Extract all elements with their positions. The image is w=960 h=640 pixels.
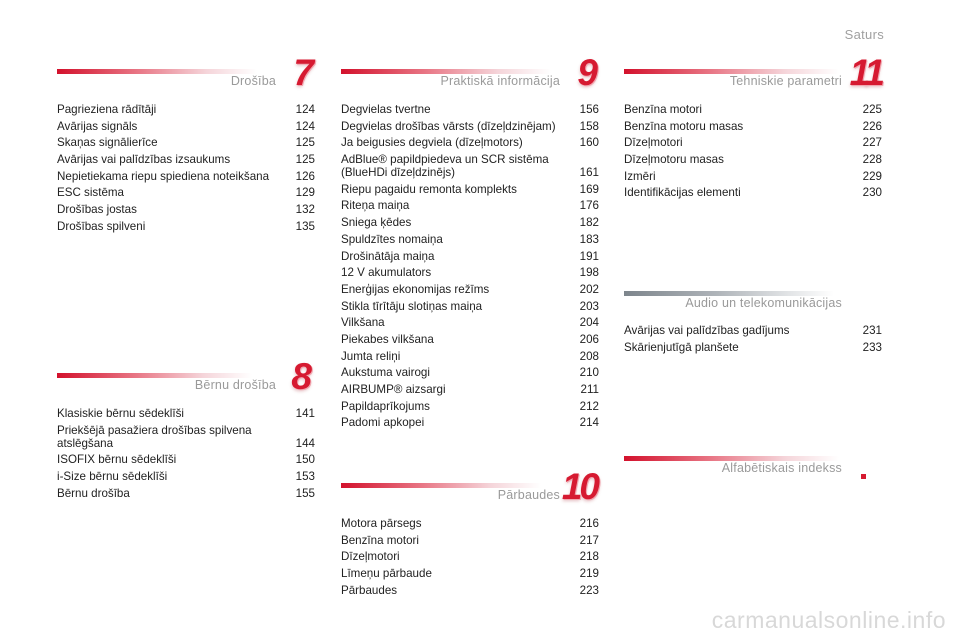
section-title[interactable]: Audio un telekomunikācijas (685, 296, 842, 310)
toc-list (341, 517, 599, 597)
toc-entry-label: Sniega ķēdes (341, 216, 412, 230)
toc-entry[interactable] (624, 153, 882, 166)
toc-entry-page: 226 (862, 119, 882, 133)
toc-entry-page: 228 (862, 153, 882, 167)
section-number: 7 (293, 52, 311, 93)
toc-list (624, 103, 882, 199)
toc-entry-page: 126 (295, 169, 315, 183)
toc-entry-label: Benzīna motori (624, 103, 702, 116)
toc-entry-label: Nepietiekama riepu spiediena noteikšana (57, 169, 270, 183)
toc-entry-label: Benzīna motoru masas (624, 119, 744, 133)
section-bernu-drosiba (57, 356, 315, 503)
toc-entry-label: Spuldzītes nomaiņa (341, 232, 443, 246)
toc-entry[interactable] (341, 233, 599, 246)
toc-entry-page: 182 (579, 216, 599, 230)
toc-entry[interactable] (624, 186, 882, 199)
toc-entry-page: 141 (295, 407, 315, 420)
toc-entry-label: Priekšējā pasažiera drošības spilvena atslēgšana (57, 423, 252, 450)
toc-entry-page: 135 (295, 219, 315, 233)
section-header (341, 466, 599, 510)
toc-entry-page: 218 (579, 550, 599, 564)
section-header (57, 52, 315, 96)
toc-entry-label: Drošības spilveni (57, 219, 146, 233)
section-title[interactable]: Praktiskā informācija (440, 74, 560, 88)
toc-entry-page: 125 (295, 153, 315, 167)
toc-entry-label: Skārienjutīgā planšete (624, 340, 739, 354)
toc-entry-page: 216 (579, 517, 599, 530)
toc-entry[interactable] (341, 366, 599, 379)
toc-entry[interactable] (341, 567, 599, 580)
toc-entry-label: Dīzeļmotori (341, 550, 400, 564)
toc-entry-page: 206 (579, 332, 599, 346)
toc-entry-page: 219 (579, 567, 599, 581)
toc-entry-label: Avārijas signāls (57, 119, 138, 133)
toc-entry[interactable] (341, 266, 599, 279)
toc-entry-label: Bērnu drošība (57, 486, 130, 500)
toc-entry[interactable] (341, 283, 599, 296)
toc-entry-page: 124 (295, 103, 315, 116)
toc-entry[interactable] (624, 136, 882, 149)
toc-entry-label: 12 V akumulators (341, 266, 432, 280)
toc-entry-page: 161 (579, 166, 599, 180)
toc-entry-label: i-Size bērnu sēdeklīši (57, 470, 168, 484)
toc-entry[interactable] (341, 120, 599, 133)
toc-entry-page: 158 (579, 119, 599, 133)
toc-entry-label: Vilkšana (341, 316, 385, 330)
toc-entry[interactable] (341, 199, 599, 212)
section-title[interactable]: Pārbaudes (497, 488, 560, 502)
toc-entry[interactable] (57, 487, 315, 500)
toc-entry-page: 223 (579, 583, 599, 597)
toc-entry-label: Skaņas signālierīce (57, 136, 158, 150)
toc-entry[interactable] (341, 300, 599, 313)
toc-entry-label: Klasiskie bērnu sēdeklīši (57, 407, 184, 420)
section-header (57, 356, 315, 400)
toc-entry[interactable] (624, 120, 882, 133)
index-marker-icon (861, 474, 866, 479)
toc-entry-label: Pagrieziena rādītāji (57, 103, 157, 116)
toc-entry-label: ISOFIX bērnu sēdeklīši (57, 453, 177, 467)
toc-entry-label: AIRBUMP® aizsargi (341, 383, 446, 396)
section-title[interactable]: Alfabētiskais indekss (721, 461, 842, 475)
section-alfabetiskais-indekss (624, 449, 882, 483)
toc-entry[interactable] (341, 550, 599, 563)
toc-entry-page: 210 (579, 366, 599, 380)
toc-entry-label: Enerģijas ekonomijas režīms (341, 282, 490, 296)
toc-entry-label: Identifikācijas elementi (624, 186, 741, 200)
toc-entry[interactable] (57, 424, 315, 450)
toc-entry-label: Jumta reliņi (341, 349, 401, 363)
toc-entry-page: 203 (579, 299, 599, 313)
toc-entry[interactable] (624, 103, 882, 116)
section-number: 8 (291, 356, 309, 397)
toc-entry[interactable] (57, 453, 315, 466)
toc-entry[interactable] (341, 216, 599, 229)
toc-entry-label: Avārijas vai palīdzības gadījums (624, 324, 790, 337)
section-praktiska-informacija (341, 52, 599, 433)
toc-entry[interactable] (57, 407, 315, 420)
toc-entry-label: Stikla tīrītāju slotiņas maiņa (341, 299, 483, 313)
toc-entry-label: Ja beigusies degviela (dīzeļmotors) (341, 136, 523, 150)
toc-entry[interactable] (341, 316, 599, 329)
watermark: carmanualsonline.info (711, 607, 946, 633)
toc-entry[interactable] (341, 584, 599, 597)
toc-entry-label: Benzīna motori (341, 533, 419, 547)
toc-entry-label: Izmēri (624, 169, 656, 183)
toc-entry[interactable] (341, 383, 599, 396)
toc-entry[interactable] (624, 341, 882, 354)
toc-entry[interactable] (57, 153, 315, 166)
section-title[interactable]: Drošība (230, 74, 276, 88)
toc-entry-label: Dīzeļmotori (624, 136, 683, 150)
toc-entry-label: AdBlue® papildpiedeva un SCR sistēma (BlueHDi dīzeļdzinējs) (341, 153, 549, 180)
section-header (624, 449, 882, 483)
toc-entry-page: 125 (295, 136, 315, 150)
toc-entry[interactable] (341, 250, 599, 263)
toc-entry-page: 227 (862, 136, 882, 150)
toc-entry[interactable] (341, 400, 599, 413)
section-number: 11 (849, 52, 882, 93)
toc-entry[interactable] (57, 120, 315, 133)
toc-entry-label: Drošības jostas (57, 203, 137, 217)
toc-entry-page: 198 (579, 266, 599, 280)
page-header-title: Saturs (844, 27, 884, 42)
toc-entry[interactable] (57, 470, 315, 483)
toc-list (624, 324, 882, 354)
toc-entry-page: 214 (579, 416, 599, 430)
toc-entry[interactable] (624, 324, 882, 337)
toc-entry-label: Degvielas tvertne (341, 103, 431, 116)
toc-entry-page: 169 (579, 182, 599, 196)
section-header (624, 284, 882, 318)
toc-entry[interactable] (341, 183, 599, 196)
section-number: 10 (561, 466, 597, 507)
toc-entry-page: 129 (295, 186, 315, 200)
toc-entry-page: 155 (295, 486, 315, 500)
toc-entry-label: Avārijas vai palīdzības izsaukums (57, 153, 231, 167)
toc-entry[interactable] (57, 136, 315, 149)
toc-list (341, 103, 599, 429)
toc-entry-page: 132 (295, 203, 315, 217)
toc-entry[interactable] (341, 103, 599, 116)
toc-entry-page: 233 (862, 340, 882, 354)
toc-entry-page: 176 (579, 199, 599, 213)
toc-entry-page: 153 (295, 470, 315, 484)
toc-entry-page: 208 (579, 349, 599, 363)
toc-entry[interactable] (341, 416, 599, 429)
toc-entry[interactable] (341, 136, 599, 149)
toc-entry-page: 160 (579, 136, 599, 150)
section-tehniskie-parametri (624, 52, 882, 203)
toc-entry-label: ESC sistēma (57, 186, 125, 200)
section-title[interactable]: Tehniskie parametri (729, 74, 842, 88)
toc-entry-page: 211 (580, 383, 599, 396)
toc-entry[interactable] (341, 534, 599, 547)
toc-entry-label: Piekabes vilkšana (341, 332, 434, 346)
toc-entry[interactable] (341, 517, 599, 530)
toc-list (57, 407, 315, 500)
toc-entry-page: 229 (862, 169, 882, 183)
section-drosiba (57, 52, 315, 237)
toc-entry-label: Papildaprīkojums (341, 399, 430, 413)
toc-entry[interactable] (57, 103, 315, 116)
section-title[interactable]: Bērnu drošība (194, 378, 276, 392)
toc-entry[interactable] (57, 203, 315, 216)
toc-entry-page: 150 (295, 453, 315, 467)
toc-entry-label: Riepu pagaidu remonta komplekts (341, 182, 517, 196)
toc-list (57, 103, 315, 233)
toc-entry[interactable] (341, 350, 599, 363)
toc-entry-page: 191 (579, 249, 599, 263)
toc-entry-page: 144 (295, 436, 315, 450)
section-header (341, 52, 599, 96)
toc-entry-page: 231 (862, 324, 882, 337)
toc-entry[interactable] (341, 153, 599, 179)
toc-entry-label: Aukstuma vairogi (341, 366, 430, 380)
toc-entry-page: 202 (579, 282, 599, 296)
toc-entry[interactable] (57, 186, 315, 199)
toc-entry-label: Motora pārsegs (341, 517, 422, 530)
section-divider (57, 69, 257, 74)
toc-entry-label: Pārbaudes (341, 583, 398, 597)
toc-entry-label: Degvielas drošības vārsts (dīzeļdzinējam) (341, 119, 556, 133)
toc-entry-page: 156 (579, 103, 599, 116)
section-audio-telekomunikacijas (624, 284, 882, 357)
toc-entry-page: 212 (579, 399, 599, 413)
toc-entry-label: Padomi apkopei (341, 416, 425, 430)
section-parbaudes (341, 466, 599, 600)
toc-entry[interactable] (341, 333, 599, 346)
toc-entry-page: 230 (862, 186, 882, 200)
toc-entry-page: 217 (579, 533, 599, 547)
section-header (624, 52, 882, 96)
toc-entry-page: 183 (579, 232, 599, 246)
toc-entry-label: Drošinātāja maiņa (341, 249, 435, 263)
toc-entry-page: 225 (862, 103, 882, 116)
toc-entry-label: Riteņa maiņa (341, 199, 410, 213)
toc-entry[interactable] (57, 220, 315, 233)
toc-entry[interactable] (57, 170, 315, 183)
toc-entry-label: Dīzeļmotoru masas (624, 153, 724, 167)
toc-entry-label: Līmeņu pārbaude (341, 567, 432, 581)
section-number: 9 (577, 52, 595, 93)
toc-entry[interactable] (624, 170, 882, 183)
toc-entry-page: 124 (295, 119, 315, 133)
toc-entry-page: 204 (579, 316, 599, 330)
